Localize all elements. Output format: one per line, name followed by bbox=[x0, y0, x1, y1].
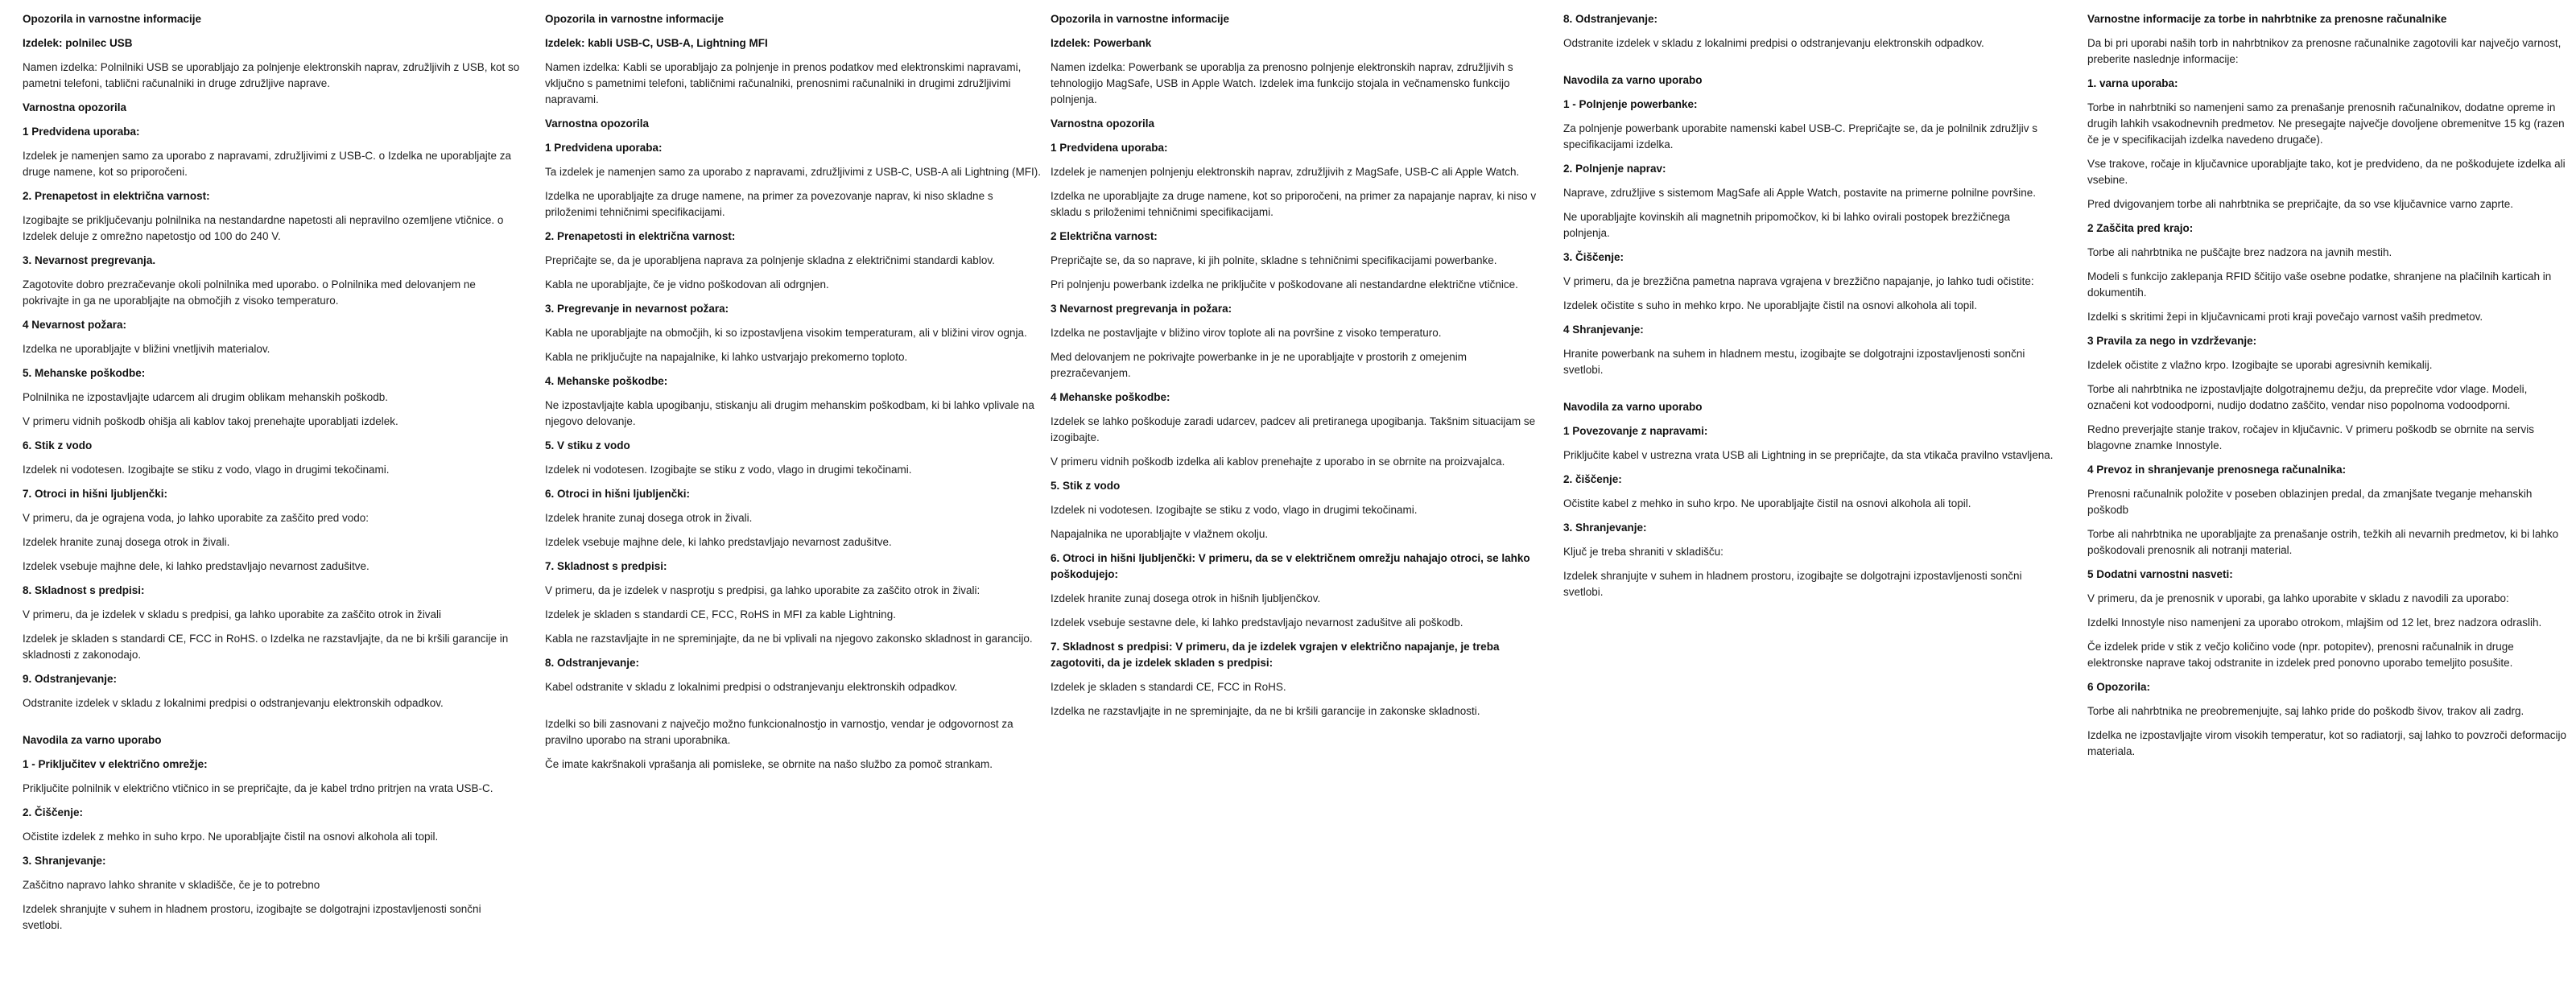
section-heading: 8. Odstranjevanje: bbox=[545, 657, 640, 669]
paragraph: Da bi pri uporabi naših torb in nahrbtnikov za prenosne računalnike zagotovili kar največjo varnost, preberite naslednje informacije: bbox=[2087, 37, 2562, 65]
section-heading: 4 Prevoz in shranjevanje prenosnega računalnika: bbox=[2087, 464, 2347, 476]
section-heading: Izdelek: kabli USB-C, USB-A, Lightning MFI bbox=[545, 37, 768, 49]
section-heading: Varnostne informacije za torbe in nahrbtnike za prenosne računalnike bbox=[2087, 13, 2447, 25]
paragraph: Zagotovite dobro prezračevanje okoli polnilnika med uporabo. o Polnilnika med delovanjem ne pokrivajte in ga ne uporabljajte na območjih z visoko temperaturo. bbox=[23, 278, 476, 307]
paragraph: Torbe ali nahrbtnika ne preobremenjujte, saj lahko pride do poškodb šivov, trakov ali zadrg. bbox=[2087, 705, 2524, 717]
paragraph: Prepričajte se, da so naprave, ki jih polnite, skladne s tehničnimi specifikacijami powerbanke. bbox=[1051, 254, 1497, 266]
paragraph: Izdelek ni vodotesen. Izogibajte se stiku z vodo, vlago in drugimi tekočinami. bbox=[23, 464, 390, 476]
paragraph: Napajalnika ne uporabljajte v vlažnem okolju. bbox=[1051, 528, 1269, 540]
section-heading: 5. Stik z vodo bbox=[1051, 480, 1121, 492]
paragraph: Izogibajte se priključevanju polnilnika na nestandardne napetosti ali nepravilno ozemljene vtičnice. o Izdelek deluje z omrežno napetostjo od 100 do 240 V. bbox=[23, 214, 504, 242]
paragraph: Očistite izdelek z mehko in suho krpo. Ne uporabljajte čistil na osnovi alkohola ali topil. bbox=[23, 831, 439, 843]
paragraph: Če izdelek pride v stik z večjo količino vode (npr. potopitev), prenosni računalnik in druge elektronske naprave takoj odstranite in izdelek pred ponovno uporabo temeljito posušite. bbox=[2087, 641, 2514, 669]
section-heading: Navodila za varno uporabo bbox=[23, 734, 162, 746]
paragraph: Izdelek shranjujte v suhem in hladnem prostoru, izogibajte se dolgotrajni izpostavljenosti sončni svetlobi. bbox=[1563, 570, 2022, 598]
section-heading: 2. Čiščenje: bbox=[23, 806, 84, 818]
paragraph: Kabel odstranite v skladu z lokalnimi predpisi o odstranjevanju elektronskih odpadkov. bbox=[545, 681, 958, 693]
section-heading: 7. Skladnost s predpisi: V primeru, da je izdelek vgrajen v električno napajanje, je treba zagotoviti, da je izdelek skladen s predpisi: bbox=[1051, 641, 1500, 669]
paragraph: Pred dvigovanjem torbe ali nahrbtnika se prepričajte, da so vse ključavnice varno zaprte. bbox=[2087, 198, 2514, 210]
paragraph: Izdelek ni vodotesen. Izogibajte se stiku z vodo, vlago in drugimi tekočinami. bbox=[545, 464, 912, 476]
paragraph: Za polnjenje powerbank uporabite namenski kabel USB-C. Prepričajte se, da je polnilnik združljiv s specifikacijami izdelka. bbox=[1563, 122, 2038, 150]
section-heading: 7. Skladnost s predpisi: bbox=[545, 560, 667, 572]
section-heading: Navodila za varno uporabo bbox=[1563, 401, 1703, 413]
paragraph: Priključite polnilnik v električno vtičnico in se prepričajte, da je kabel trdno pritrjen na vrata USB-C. bbox=[23, 782, 493, 794]
paragraph: Očistite kabel z mehko in suho krpo. Ne uporabljajte čistil na osnovi alkohola ali topil. bbox=[1563, 497, 1971, 509]
paragraph: Izdelek je skladen s standardi CE, FCC in RoHS. o Izdelka ne razstavljajte, da ne bi kršili garancije in skladnosti z zakonodajo. bbox=[23, 633, 509, 661]
paragraph: Kabla ne uporabljajte, če je vidno poškodovan ali odrgnjen. bbox=[545, 278, 829, 291]
paragraph: Če imate kakršnakoli vprašanja ali pomisleke, se obrnite na našo službo za pomoč strankam. bbox=[545, 758, 993, 770]
section-heading: 2. Polnjenje naprav: bbox=[1563, 163, 1666, 175]
paragraph: Polnilnika ne izpostavljajte udarcem ali drugim oblikam mehanskih poškodb. bbox=[23, 391, 388, 403]
paragraph: V primeru, da je brezžična pametna naprava vgrajena v brezžično napajanje, jo lahko tudi očistite: bbox=[1563, 275, 2034, 287]
paragraph: Kabla ne priključujte na napajalnike, ki lahko ustvarjajo prekomerno toploto. bbox=[545, 351, 908, 363]
paragraph: Hranite powerbank na suhem in hladnem mestu, izogibajte se dolgotrajni izpostavljenosti sončni svetlobi. bbox=[1563, 348, 2025, 376]
paragraph: Izdelka ne razstavljajte in ne spreminjajte, da ne bi kršili garancije in zakonske skladnosti. bbox=[1051, 705, 1480, 717]
section-heading: 5. V stiku z vodo bbox=[545, 439, 630, 451]
paragraph: Izdelek se lahko poškoduje zaradi udarcev, padcev ali pretiranega upogibanja. Takšnim situacijam se izogibajte. bbox=[1051, 415, 1536, 443]
paragraph: Kabla ne uporabljajte na območjih, ki so izpostavljena visokim temperaturam, ali v bližini virov ognja. bbox=[545, 327, 1027, 339]
paragraph: Izdelka ne uporabljajte za druge namene, kot so priporočeni, na primer za napajanje naprav, ki niso v skladu s priloženimi tehničnimi specifikacijami. bbox=[1051, 190, 1537, 218]
section-heading: 6. Otroci in hišni ljubljenčki: bbox=[545, 488, 691, 500]
section-heading: Varnostna opozorila bbox=[545, 118, 650, 130]
paragraph: Naprave, združljive s sistemom MagSafe ali Apple Watch, postavite na primerne polnilne površine. bbox=[1563, 187, 2037, 199]
column-3 bbox=[1051, 11, 1550, 728]
paragraph: V primeru vidnih poškodb ohišja ali kablov takoj prenehajte uporabljati izdelek. bbox=[23, 415, 398, 427]
section-heading: 2. Prenapetosti in električna varnost: bbox=[545, 230, 736, 242]
paragraph: Namen izdelka: Powerbank se uporablja za prenosno polnjenje elektronskih naprav, združljivih s tehnologijo MagSafe, USB in Apple Watch. Izdelek ima funkcijo stojala in večnamensko funkcijo polnjenja. bbox=[1051, 61, 1513, 105]
section-heading: 3. Čiščenje: bbox=[1563, 251, 1624, 263]
paragraph: Odstranite izdelek v skladu z lokalnimi predpisi o odstranjevanju elektronskih odpadkov. bbox=[1563, 37, 1984, 49]
paragraph: Izdelki so bili zasnovani z največjo možno funkcionalnostjo in varnostjo, vendar je odgovornost za pravilno uporabo na strani uporabnika. bbox=[545, 718, 1013, 746]
section-heading: 2. Prenapetost in električna varnost: bbox=[23, 190, 210, 202]
section-heading: 7. Otroci in hišni ljubljenčki: bbox=[23, 488, 168, 500]
paragraph: Izdelka ne uporabljajte za druge namene, na primer za povezovanje naprav, ki niso skladne s priloženimi tehničnimi specifikacijami. bbox=[545, 190, 993, 218]
paragraph: Odstranite izdelek v skladu z lokalnimi predpisi o odstranjevanju elektronskih odpadkov. bbox=[23, 697, 444, 709]
section-heading: 8. Skladnost s predpisi: bbox=[23, 584, 145, 596]
section-heading: 2 Električna varnost: bbox=[1051, 230, 1158, 242]
section-heading: 1 Predvidena uporaba: bbox=[1051, 142, 1168, 154]
section-heading: 5. Mehanske poškodbe: bbox=[23, 367, 146, 379]
paragraph: Prenosni računalnik položite v poseben oblazinjen predal, da zmanjšate tveganje mehanskih poškodb bbox=[2087, 488, 2533, 516]
section-heading: 2 Zaščita pred krajo: bbox=[2087, 222, 2194, 234]
paragraph: Izdelki Innostyle niso namenjeni za uporabo otrokom, mlajšim od 12 let, brez nadzora odraslih. bbox=[2087, 616, 2542, 629]
paragraph: Modeli s funkcijo zaklepanja RFID ščitijo vaše osebne podatke, shranjene na plačilnih karticah in dokumentih. bbox=[2087, 270, 2552, 299]
paragraph: Izdelek je namenjen polnjenju elektronskih naprav, združljivih z MagSafe, USB-C ali Apple Watch. bbox=[1051, 166, 1520, 178]
paragraph: Torbe in nahrbtniki so namenjeni samo za prenašanje prenosnih računalnikov, dodatne opreme in drugih lahkih vsakodnevnih predmetov. Ne presegajte največje dovoljene obremenitve 15 kg (razen če je v specifikacijah izdelka navedeno drugače). bbox=[2087, 101, 2565, 146]
section-heading: 4 Mehanske poškodbe: bbox=[1051, 391, 1170, 403]
section-heading: Opozorila in varnostne informacije bbox=[23, 13, 202, 25]
section-heading: 8. Odstranjevanje: bbox=[1563, 13, 1658, 25]
column-1 bbox=[23, 11, 522, 942]
section-heading: 4 Nevarnost požara: bbox=[23, 319, 127, 331]
paragraph: Namen izdelka: Polnilniki USB se uporabljajo za polnjenje elektronskih naprav, združljivih z USB, kot so pametni telefoni, tablični računalniki in druge združljive naprave. bbox=[23, 61, 520, 89]
paragraph: Ključ je treba shraniti v skladišču: bbox=[1563, 546, 1724, 558]
paragraph: Torbe ali nahrbtnika ne uporabljajte za prenašanje ostrih, težkih ali nevarnih predmetov, ki bi lahko poškodovali prenosnik ali notranji material. bbox=[2087, 528, 2559, 556]
paragraph: Izdelka ne uporabljajte v bližini vnetljivih materialov. bbox=[23, 343, 270, 355]
paragraph: Vse trakove, ročaje in ključavnice uporabljajte tako, kot je predvideno, da ne poškodujete izdelka ali vsebine. bbox=[2087, 158, 2566, 186]
section-heading: 6. Stik z vodo bbox=[23, 439, 93, 451]
section-heading: Opozorila in varnostne informacije bbox=[1051, 13, 1230, 25]
section-heading: 1 Predvidena uporaba: bbox=[545, 142, 663, 154]
section-heading: 4. Mehanske poškodbe: bbox=[545, 375, 668, 387]
paragraph: Izdelek je namenjen samo za uporabo z napravami, združljivimi z USB-C. o Izdelka ne uporabljajte za druge namene, kot so priporočeni. bbox=[23, 150, 512, 178]
paragraph: Prepričajte se, da je uporabljena naprava za polnjenje skladna z električnimi standardi kablov. bbox=[545, 254, 995, 266]
section-heading: 3. Pregrevanje in nevarnost požara: bbox=[545, 303, 729, 315]
section-heading: 9. Odstranjevanje: bbox=[23, 673, 118, 685]
paragraph: Izdelek vsebuje majhne dele, ki lahko predstavljajo nevarnost zadušitve. bbox=[545, 536, 892, 548]
paragraph: Izdelka ne postavljajte v bližino virov toplote ali na površine z visoko temperaturo. bbox=[1051, 327, 1442, 339]
paragraph: V primeru, da je ograjena voda, jo lahko uporabite za zaščito pred vodo: bbox=[23, 512, 369, 524]
section-heading: 3 Pravila za nego in vzdrževanje: bbox=[2087, 335, 2257, 347]
section-heading: 6 Opozorila: bbox=[2087, 681, 2151, 693]
paragraph: V primeru, da je izdelek v nasprotju s predpisi, ga lahko uporabite za zaščito otrok in živali: bbox=[545, 584, 980, 596]
paragraph: Ta izdelek je namenjen samo za uporabo z napravami, združljivimi z USB-C, USB-A ali Lightning (MFI). bbox=[545, 166, 1041, 178]
column-2 bbox=[545, 11, 1044, 781]
paragraph: Izdelek hranite zunaj dosega otrok in hišnih ljubljenčkov. bbox=[1051, 592, 1321, 604]
paragraph: Zaščitno napravo lahko shranite v skladišče, če je to potrebno bbox=[23, 879, 320, 891]
paragraph: Ne uporabljajte kovinskih ali magnetnih pripomočkov, ki bi lahko ovirali postopek brezžičnega polnjenja. bbox=[1563, 211, 2011, 239]
paragraph: Izdelek vsebuje majhne dele, ki lahko predstavljajo nevarnost zadušitve. bbox=[23, 560, 369, 572]
section-heading: 3 Nevarnost pregrevanja in požara: bbox=[1051, 303, 1232, 315]
section-heading: Izdelek: polnilec USB bbox=[23, 37, 133, 49]
section-heading: 4 Shranjevanje: bbox=[1563, 324, 1644, 336]
section-heading: Opozorila in varnostne informacije bbox=[545, 13, 724, 25]
paragraph: Redno preverjajte stanje trakov, ročajev in ključavnic. V primeru poškodb se obrnite na servis blagovne znamke Innostyle. bbox=[2087, 423, 2535, 451]
section-heading: 3. Nevarnost pregrevanja. bbox=[23, 254, 156, 266]
section-heading: 6. Otroci in hišni ljubljenčki: V primeru, da se v električnem omrežju nahajajo otroci, se lahko poškodujejo: bbox=[1051, 552, 1530, 580]
paragraph: V primeru, da je izdelek v skladu s predpisi, ga lahko uporabite za zaščito otrok in živali bbox=[23, 608, 442, 621]
section-heading: Izdelek: Powerbank bbox=[1051, 37, 1152, 49]
paragraph: Izdelka ne izpostavljajte virom visokih temperatur, kot so radiatorji, saj lahko to povzroči deformacijo materiala. bbox=[2087, 729, 2567, 757]
paragraph: Kabla ne razstavljajte in ne spreminjajte, da ne bi vplivali na njegovo zakonsko skladnost in garancijo. bbox=[545, 633, 1033, 645]
paragraph: Izdelek je skladen s standardi CE, FCC, RoHS in MFI za kable Lightning. bbox=[545, 608, 896, 621]
paragraph: Izdelek hranite zunaj dosega otrok in živali. bbox=[23, 536, 230, 548]
paragraph: Ne izpostavljajte kabla upogibanju, stiskanju ali drugim mehanskim poškodbam, ki bi lahko vplivale na njegovo delovanje. bbox=[545, 399, 1034, 427]
paragraph: Izdelki s skritimi žepi in ključavnicami proti kraji povečajo varnost vaših predmetov. bbox=[2087, 311, 2483, 323]
section-heading: 1. varna uporaba: bbox=[2087, 77, 2178, 89]
paragraph: Izdelek očistite s suho in mehko krpo. Ne uporabljajte čistil na osnovi alkohola ali topil. bbox=[1563, 299, 1978, 311]
paragraph: Izdelek je skladen s standardi CE, FCC in RoHS. bbox=[1051, 681, 1286, 693]
paragraph: Izdelek očistite z vlažno krpo. Izogibajte se uporabi agresivnih kemikalij. bbox=[2087, 359, 2433, 371]
paragraph: Izdelek shranjujte v suhem in hladnem prostoru, izogibajte se dolgotrajni izpostavljenosti sončni svetlobi. bbox=[23, 903, 481, 931]
section-heading: 2. čiščenje: bbox=[1563, 473, 1622, 485]
section-heading: Varnostna opozorila bbox=[1051, 118, 1155, 130]
section-heading: 1 - Polnjenje powerbanke: bbox=[1563, 98, 1698, 110]
paragraph: Torbe ali nahrbtnika ne izpostavljajte dolgotrajnemu dežju, da preprečite vdor vlage. Modeli, označeni kot vodoodporni, nudijo dodatno zaščito, vendar niso popolnoma vodoodporni. bbox=[2087, 383, 2528, 411]
section-heading: 1 Predvidena uporaba: bbox=[23, 126, 140, 138]
section-heading: Navodila za varno uporabo bbox=[1563, 74, 1703, 86]
column-4 bbox=[1563, 11, 2058, 608]
section-heading: 1 - Priključitev v električno omrežje: bbox=[23, 758, 208, 770]
paragraph: Izdelek ni vodotesen. Izogibajte se stiku z vodo, vlago in drugimi tekočinami. bbox=[1051, 504, 1418, 516]
paragraph: Izdelek vsebuje sestavne dele, ki lahko predstavljajo nevarnost zadušitve ali poškodb. bbox=[1051, 616, 1463, 629]
paragraph: Med delovanjem ne pokrivajte powerbanke in je ne uporabljajte v prostorih z omejenim prezračevanjem. bbox=[1051, 351, 1468, 379]
paragraph: Izdelek hranite zunaj dosega otrok in živali. bbox=[545, 512, 753, 524]
section-heading: Varnostna opozorila bbox=[23, 101, 127, 113]
paragraph: Namen izdelka: Kabli se uporabljajo za polnjenje in prenos podatkov med elektronskimi napravami, vključno s pametnimi telefoni, tabličnimi računalniki, prenosnimi računalniki in drugimi združljivimi napravami. bbox=[545, 61, 1022, 105]
column-5 bbox=[2087, 11, 2570, 768]
paragraph: V primeru, da je prenosnik v uporabi, ga lahko uporabite v skladu z navodili za uporabo: bbox=[2087, 592, 2509, 604]
section-heading: 3. Shranjevanje: bbox=[23, 855, 106, 867]
paragraph: Priključite kabel v ustrezna vrata USB ali Lightning in se prepričajte, da sta vtikača pravilno vstavljena. bbox=[1563, 449, 2054, 461]
paragraph: Pri polnjenju powerbank izdelka ne priključite v poškodovane ali nestandardne električne vtičnice. bbox=[1051, 278, 1518, 291]
section-heading: 5 Dodatni varnostni nasveti: bbox=[2087, 568, 2233, 580]
paragraph: V primeru vidnih poškodb izdelka ali kablov prenehajte z uporabo in se obrnite na proizvajalca. bbox=[1051, 456, 1505, 468]
section-heading: 3. Shranjevanje: bbox=[1563, 522, 1647, 534]
section-heading: 1 Povezovanje z napravami: bbox=[1563, 425, 1708, 437]
paragraph: Torbe ali nahrbtnika ne puščajte brez nadzora na javnih mestih. bbox=[2087, 246, 2392, 258]
